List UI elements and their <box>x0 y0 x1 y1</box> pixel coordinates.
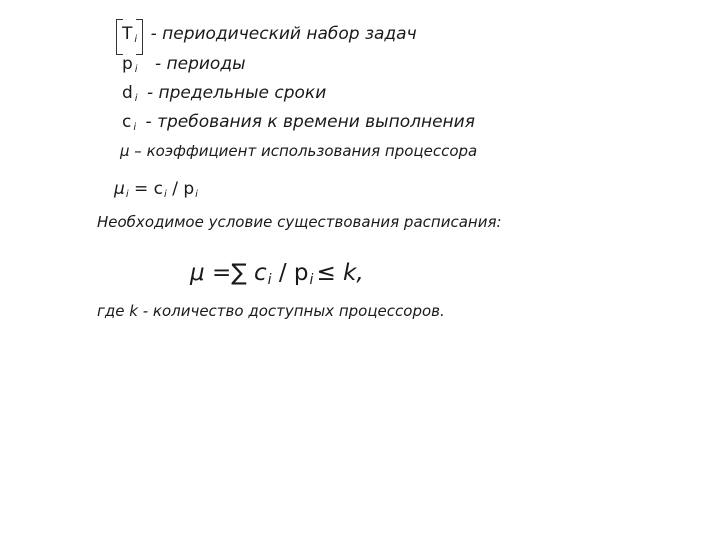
utilization-formula <box>114 178 198 206</box>
formula-slash-p: / p <box>166 179 195 199</box>
formula-mu: μ <box>114 179 125 199</box>
cond-formula-right: ≤ k, <box>316 260 364 286</box>
subscript-i: i <box>134 93 138 104</box>
cond-formula-c-sub: i <box>267 272 272 288</box>
task-set-bracket <box>118 23 141 51</box>
condition-heading: Необходимое условие существования расписания: <box>97 213 502 231</box>
subscript-i: i <box>134 34 138 45</box>
formula-eq-c: = c <box>128 179 164 199</box>
cond-formula-left: μ =∑ c <box>190 260 267 286</box>
symbol-c: c <box>122 112 133 132</box>
footnote: где k - количество доступных процессоров. <box>97 302 445 320</box>
def-text-requirements: - требования к времени выполнения <box>145 112 475 132</box>
mu-definition: μ – коэффициент использования процессора <box>120 142 478 160</box>
def-text-deadlines: - предельные сроки <box>146 83 327 103</box>
formula-p-sub: i <box>195 189 198 200</box>
def-text-tasks: - периодический набор задач <box>150 24 417 44</box>
cond-formula-p-sub: i <box>309 272 314 288</box>
symbol-d: d <box>122 83 134 103</box>
cond-formula-middle: / p <box>271 260 309 286</box>
symbol-t: T <box>122 24 134 44</box>
def-text-periods: - периоды <box>154 54 246 74</box>
condition-formula <box>190 258 364 295</box>
subscript-i: i <box>134 64 138 75</box>
formula-mu-sub: i <box>125 189 129 200</box>
def-row-requirements <box>122 111 475 139</box>
symbol-p: p <box>122 54 134 74</box>
def-row-deadlines <box>122 82 326 110</box>
def-row-periods <box>122 53 246 81</box>
formula-c-sub: i <box>164 189 167 200</box>
def-row-tasks <box>118 23 417 51</box>
subscript-i: i <box>133 122 137 133</box>
